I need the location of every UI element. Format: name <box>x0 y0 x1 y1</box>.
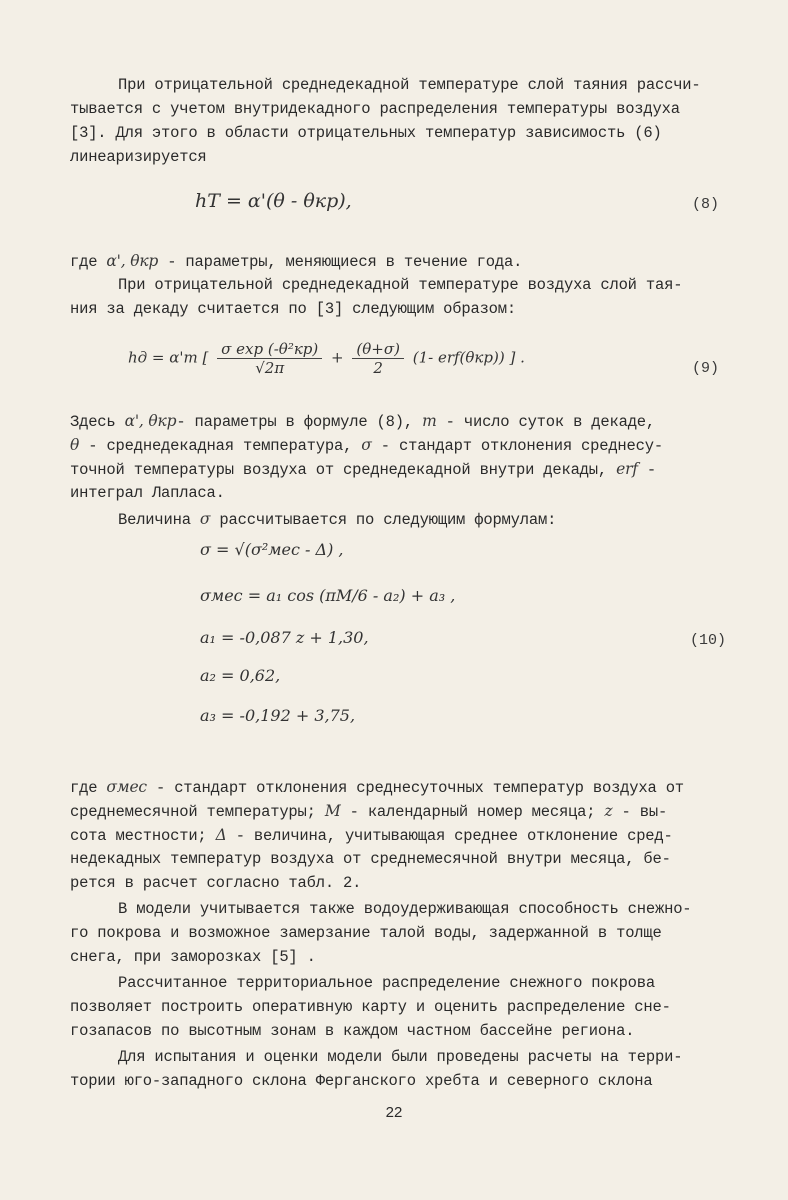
text-line: Здесь α', θкр- параметры в формуле (8), m - число суток в декаде, <box>70 412 655 431</box>
text-line: где σмес - стандарт отклонения среднесуточных температур воздуха от <box>70 778 684 797</box>
text-line: При отрицательной среднедекадной температуре слой таяния рассчи- <box>118 76 701 94</box>
text-line: Рассчитанное территориальное распределение снежного покрова <box>118 974 655 992</box>
text-line: Для испытания и оценки модели были проведены расчеты на терри- <box>118 1048 683 1066</box>
text-line: го покрова и возможное замерзание талой воды, задержанной в толще <box>70 924 662 942</box>
text-line: рется в расчет согласно табл. 2. <box>70 874 362 892</box>
fraction: $\frac{(\theta+\sigma)}{2}$ <box>352 340 404 377</box>
equation-8-number: (8) <box>692 196 720 213</box>
equation-10-line: a₁ = -0,087 z + 1,30, <box>200 628 369 647</box>
text-line: В модели учитывается также водоудерживающая способность снежно- <box>118 900 692 918</box>
fraction: $\frac{\text{σ exp (-θ²кр)}}{√2\pi}$ <box>217 340 322 377</box>
text-line: недекадных температур воздуха от среднемесячной внутри месяца, бе- <box>70 850 671 868</box>
text-line: [3]. Для этого в области отрицательных температур зависимость (6) <box>70 124 662 142</box>
text-line: гозапасов по высотным зонам в каждом частном бассейне региона. <box>70 1022 635 1040</box>
text-line: Величина σ рассчитывается по следующим формулам: <box>118 510 557 529</box>
symbols: α', θкр <box>106 252 159 270</box>
text-line: снега, при заморозках [5] . <box>70 948 316 966</box>
text-line: линеаризируется <box>70 148 207 166</box>
text-line: интеграл Лапласа. <box>70 484 225 502</box>
equation-10-number: (10) <box>690 632 727 649</box>
equation-10-line: σ = √(σ²мес - Δ) , <box>200 540 344 559</box>
text-line: тории юго-западного склона Ферганского хребта и северного склона <box>70 1072 653 1090</box>
equation-10-line: a₂ = 0,62, <box>200 666 281 685</box>
text-line: θ - среднедекадная температура, σ - стандарт отклонения среднесу- <box>70 436 663 455</box>
equation-9: hд = α'm [ $\frac{\text{σ exp (-θ²кр)}}{√2\pi}$ + $\frac{(\theta+\sigma)}{2}$ (1- erf(θкр)) ] . <box>128 340 525 377</box>
equation-10-line: σмес = a₁ cos (πM/6 - a₂) + a₃ , <box>200 586 456 605</box>
text-line: где α', θкр - параметры, меняющиеся в течение года. <box>70 252 523 271</box>
text-line: ния за декаду считается по [3] следующим образом: <box>70 300 516 318</box>
text-line: точной температуры воздуха от среднедекадной внутри декады, erf - <box>70 460 657 479</box>
text-line: среднемесячной температуры; M - календарный номер месяца; z - вы- <box>70 802 668 821</box>
equation-9-number: (9) <box>692 360 720 377</box>
page-number: 22 <box>385 1104 403 1121</box>
text-line: тывается с учетом внутридекадного распределения температуры воздуха <box>70 100 680 118</box>
text-line: сота местности; Δ - величина, учитывающая среднее отклонение сред- <box>70 826 673 845</box>
text-line: При отрицательной среднедекадной температуре воздуха слой тая- <box>118 276 683 294</box>
text-line: позволяет построить оперативную карту и оценить распределение сне- <box>70 998 671 1016</box>
equation-10-line: a₃ = -0,192 + 3,75, <box>200 706 356 725</box>
equation-8: hT = α'(θ - θкр), <box>195 190 352 212</box>
